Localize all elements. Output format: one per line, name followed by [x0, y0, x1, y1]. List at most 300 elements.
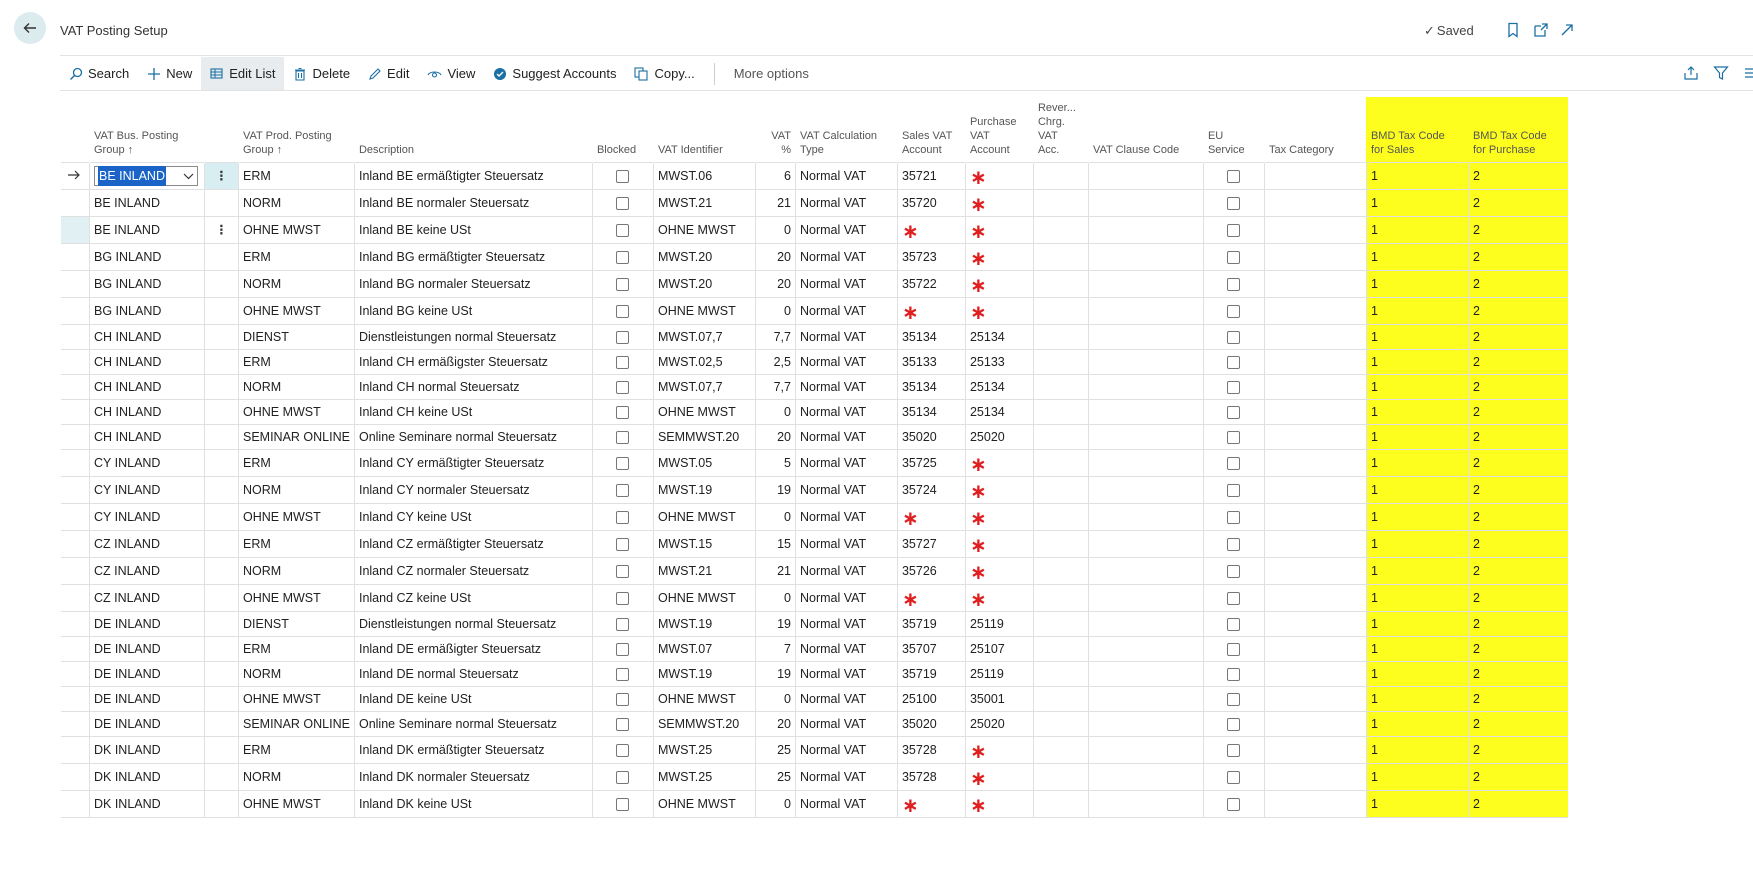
cell-prod-group[interactable]: ERM	[239, 350, 355, 375]
cell-calc-type[interactable]: Normal VAT	[795, 190, 897, 217]
cell-prod-group[interactable]: ERM	[239, 531, 355, 558]
cell-clause-code[interactable]	[1088, 764, 1203, 791]
cell-purchase-account[interactable]	[965, 298, 1033, 325]
cell-vat-identifier[interactable]: MWST.07,7	[653, 325, 755, 350]
cell-tax-category[interactable]	[1264, 163, 1366, 190]
eu-service-checkbox[interactable]	[1227, 592, 1240, 605]
cell-description[interactable]: Online Seminare normal Steuersatz	[354, 712, 592, 737]
cell-vat-percent[interactable]: 0	[755, 687, 795, 712]
cell-bmd-sales[interactable]: 1	[1366, 737, 1468, 764]
eu-service-checkbox[interactable]	[1227, 457, 1240, 470]
cell-prod-group[interactable]: OHNE MWST	[239, 687, 355, 712]
cell-clause-code[interactable]	[1088, 271, 1203, 298]
cell-vat-identifier[interactable]: MWST.07	[653, 637, 755, 662]
cell-reverse-charge[interactable]	[1033, 585, 1088, 612]
eu-service-checkbox[interactable]	[1227, 431, 1240, 444]
cell-bmd-purchase[interactable]: 2	[1468, 325, 1568, 350]
cell-description[interactable]: Inland DK keine USt	[354, 791, 592, 818]
cell-prod-group[interactable]: ERM	[239, 163, 355, 190]
cell-reverse-charge[interactable]	[1033, 400, 1088, 425]
table-row[interactable]	[61, 350, 1569, 375]
cell-bmd-purchase[interactable]: 2	[1468, 425, 1568, 450]
cell-tax-category[interactable]	[1264, 217, 1366, 244]
chevron-down-icon[interactable]	[183, 166, 194, 186]
cell-reverse-charge[interactable]	[1033, 477, 1088, 504]
cell-prod-group[interactable]: DIENST	[239, 325, 355, 350]
cell-bmd-purchase[interactable]: 2	[1468, 477, 1568, 504]
cell-bmd-purchase[interactable]: 2	[1468, 687, 1568, 712]
cell-eu-service[interactable]	[1203, 477, 1264, 504]
cell-vat-identifier[interactable]: MWST.06	[653, 163, 755, 190]
cell-bus-group[interactable]: DK INLAND	[90, 791, 205, 818]
cell-bus-group[interactable]: CZ INLAND	[90, 585, 205, 612]
cell-reverse-charge[interactable]	[1033, 737, 1088, 764]
cell-tax-category[interactable]	[1264, 585, 1366, 612]
cell-bmd-sales[interactable]: 1	[1366, 244, 1468, 271]
cell-blocked[interactable]	[592, 712, 653, 737]
cell-sales-account[interactable]: 35134	[897, 375, 965, 400]
cell-bus-group[interactable]: DE INLAND	[90, 662, 205, 687]
blocked-checkbox[interactable]	[616, 643, 629, 656]
cell-eu-service[interactable]	[1203, 558, 1264, 585]
cell-bus-group[interactable]: CY INLAND	[90, 504, 205, 531]
cell-bmd-purchase[interactable]: 2	[1468, 764, 1568, 791]
cell-calc-type[interactable]: Normal VAT	[795, 425, 897, 450]
cell-blocked[interactable]	[592, 271, 653, 298]
cell-calc-type[interactable]: Normal VAT	[795, 375, 897, 400]
cell-sales-account[interactable]: 25100	[897, 687, 965, 712]
cell-bus-group[interactable]: DE INLAND	[90, 637, 205, 662]
cell-reverse-charge[interactable]	[1033, 190, 1088, 217]
cell-bus-group[interactable]: CH INLAND	[90, 350, 205, 375]
table-row[interactable]	[61, 400, 1569, 425]
cell-blocked[interactable]	[592, 558, 653, 585]
cell-reverse-charge[interactable]	[1033, 425, 1088, 450]
cell-vat-identifier[interactable]: OHNE MWST	[653, 791, 755, 818]
eu-service-checkbox[interactable]	[1227, 170, 1240, 183]
cell-calc-type[interactable]: Normal VAT	[795, 350, 897, 375]
cell-clause-code[interactable]	[1088, 425, 1203, 450]
cell-description[interactable]: Inland DE ermäßigter Steuersatz	[354, 637, 592, 662]
cell-vat-percent[interactable]: 20	[755, 425, 795, 450]
cell-sales-account[interactable]: 35722	[897, 271, 965, 298]
eu-service-checkbox[interactable]	[1227, 565, 1240, 578]
cell-blocked[interactable]	[592, 791, 653, 818]
cell-vat-percent[interactable]: 19	[755, 662, 795, 687]
cell-vat-percent[interactable]: 7,7	[755, 375, 795, 400]
cell-purchase-account[interactable]	[965, 217, 1033, 244]
cell-description[interactable]: Inland DE normal Steuersatz	[354, 662, 592, 687]
cell-vat-percent[interactable]: 21	[755, 190, 795, 217]
cell-description[interactable]: Inland CH ermäßigster Steuersatz	[354, 350, 592, 375]
cell-clause-code[interactable]	[1088, 400, 1203, 425]
cell-sales-account[interactable]: 35724	[897, 477, 965, 504]
cell-tax-category[interactable]	[1264, 298, 1366, 325]
cell-sales-account[interactable]: 35020	[897, 712, 965, 737]
cell-clause-code[interactable]	[1088, 662, 1203, 687]
cell-eu-service[interactable]	[1203, 375, 1264, 400]
cell-vat-percent[interactable]: 20	[755, 712, 795, 737]
cell-reverse-charge[interactable]	[1033, 504, 1088, 531]
col-header-bmd-purchase[interactable]	[1468, 97, 1568, 163]
cell-calc-type[interactable]: Normal VAT	[795, 764, 897, 791]
cell-blocked[interactable]	[592, 375, 653, 400]
cell-clause-code[interactable]	[1088, 504, 1203, 531]
cell-description[interactable]: Inland CZ ermäßtigter Steuersatz	[354, 531, 592, 558]
cell-bmd-sales[interactable]: 1	[1366, 350, 1468, 375]
cell-vat-percent[interactable]: 19	[755, 477, 795, 504]
table-row[interactable]	[61, 764, 1569, 791]
cell-blocked[interactable]	[592, 477, 653, 504]
blocked-checkbox[interactable]	[616, 331, 629, 344]
cell-vat-identifier[interactable]: OHNE MWST	[653, 687, 755, 712]
cell-vat-identifier[interactable]: MWST.21	[653, 558, 755, 585]
cell-prod-group[interactable]: NORM	[239, 764, 355, 791]
eu-service-checkbox[interactable]	[1227, 693, 1240, 706]
cell-bmd-purchase[interactable]: 2	[1468, 712, 1568, 737]
cell-tax-category[interactable]	[1264, 687, 1366, 712]
cell-reverse-charge[interactable]	[1033, 687, 1088, 712]
col-header-bmd-sales[interactable]	[1366, 97, 1468, 163]
cell-reverse-charge[interactable]	[1033, 244, 1088, 271]
cell-purchase-account[interactable]: 25133	[965, 350, 1033, 375]
cell-bus-group[interactable]: BE INLAND	[90, 217, 205, 244]
blocked-checkbox[interactable]	[616, 771, 629, 784]
cell-clause-code[interactable]	[1088, 712, 1203, 737]
cell-sales-account[interactable]: 35725	[897, 450, 965, 477]
cell-sales-account[interactable]: 35020	[897, 425, 965, 450]
cell-prod-group[interactable]: NORM	[239, 271, 355, 298]
table-row[interactable]	[61, 712, 1569, 737]
cell-vat-percent[interactable]: 5	[755, 450, 795, 477]
col-header-vat-percent[interactable]	[755, 97, 795, 163]
cell-purchase-account[interactable]	[965, 163, 1033, 190]
blocked-checkbox[interactable]	[616, 798, 629, 811]
cell-purchase-account[interactable]: 25020	[965, 425, 1033, 450]
col-header-description[interactable]	[354, 97, 592, 163]
new-action[interactable]	[138, 57, 201, 90]
cell-eu-service[interactable]	[1203, 190, 1264, 217]
cell-vat-percent[interactable]: 7	[755, 637, 795, 662]
cell-eu-service[interactable]	[1203, 271, 1264, 298]
cell-bmd-sales[interactable]: 1	[1366, 450, 1468, 477]
cell-blocked[interactable]	[592, 244, 653, 271]
cell-purchase-account[interactable]	[965, 791, 1033, 818]
cell-tax-category[interactable]	[1264, 504, 1366, 531]
eu-service-checkbox[interactable]	[1227, 618, 1240, 631]
cell-calc-type[interactable]: Normal VAT	[795, 558, 897, 585]
search-action[interactable]	[60, 57, 138, 90]
cell-tax-category[interactable]	[1264, 400, 1366, 425]
cell-bmd-sales[interactable]: 1	[1366, 477, 1468, 504]
cell-bus-group[interactable]: BE INLAND	[90, 190, 205, 217]
cell-sales-account[interactable]: 35134	[897, 325, 965, 350]
more-vertical-icon[interactable]: ⋮	[215, 169, 228, 183]
table-row[interactable]	[61, 190, 1569, 217]
cell-purchase-account[interactable]: 25134	[965, 400, 1033, 425]
cell-description[interactable]: Inland CY keine USt	[354, 504, 592, 531]
col-header-calc-type[interactable]	[795, 97, 897, 163]
cell-eu-service[interactable]	[1203, 350, 1264, 375]
cell-clause-code[interactable]	[1088, 687, 1203, 712]
cell-vat-percent[interactable]: 0	[755, 585, 795, 612]
cell-purchase-account[interactable]	[965, 477, 1033, 504]
cell-purchase-account[interactable]: 25134	[965, 325, 1033, 350]
cell-tax-category[interactable]	[1264, 425, 1366, 450]
cell-eu-service[interactable]	[1203, 425, 1264, 450]
cell-prod-group[interactable]: ERM	[239, 637, 355, 662]
cell-description[interactable]: Inland BG ermäßtigter Steuersatz	[354, 244, 592, 271]
cell-eu-service[interactable]	[1203, 244, 1264, 271]
cell-reverse-charge[interactable]	[1033, 350, 1088, 375]
cell-description[interactable]: Inland DE keine USt	[354, 687, 592, 712]
cell-calc-type[interactable]: Normal VAT	[795, 400, 897, 425]
cell-bmd-sales[interactable]: 1	[1366, 375, 1468, 400]
view-action[interactable]	[418, 57, 484, 90]
eu-service-checkbox[interactable]	[1227, 511, 1240, 524]
cell-prod-group[interactable]: SEMINAR ONLINE	[239, 425, 355, 450]
cell-clause-code[interactable]	[1088, 737, 1203, 764]
cell-eu-service[interactable]	[1203, 612, 1264, 637]
cell-description[interactable]: Inland BE ermäßtigter Steuersatz	[354, 163, 592, 190]
cell-bmd-sales[interactable]: 1	[1366, 504, 1468, 531]
cell-calc-type[interactable]: Normal VAT	[795, 637, 897, 662]
table-row[interactable]	[61, 375, 1569, 400]
cell-blocked[interactable]	[592, 504, 653, 531]
cell-description[interactable]: Dienstleistungen normal Steuersatz	[354, 612, 592, 637]
eu-service-checkbox[interactable]	[1227, 224, 1240, 237]
blocked-checkbox[interactable]	[616, 356, 629, 369]
cell-eu-service[interactable]	[1203, 400, 1264, 425]
cell-tax-category[interactable]	[1264, 531, 1366, 558]
cell-reverse-charge[interactable]	[1033, 298, 1088, 325]
table-row[interactable]	[61, 558, 1569, 585]
cell-sales-account[interactable]	[897, 585, 965, 612]
cell-vat-percent[interactable]: 7,7	[755, 325, 795, 350]
list-view-icon[interactable]	[1743, 65, 1753, 81]
cell-calc-type[interactable]: Normal VAT	[795, 531, 897, 558]
cell-sales-account[interactable]: 35134	[897, 400, 965, 425]
cell-calc-type[interactable]: Normal VAT	[795, 298, 897, 325]
table-row[interactable]	[61, 271, 1569, 298]
cell-bmd-purchase[interactable]: 2	[1468, 450, 1568, 477]
cell-sales-account[interactable]: 35707	[897, 637, 965, 662]
cell-bus-group[interactable]: DE INLAND	[90, 687, 205, 712]
blocked-checkbox[interactable]	[616, 251, 629, 264]
cell-blocked[interactable]	[592, 637, 653, 662]
blocked-checkbox[interactable]	[616, 197, 629, 210]
cell-bus-group[interactable]: CY INLAND	[90, 477, 205, 504]
cell-vat-identifier[interactable]: OHNE MWST	[653, 585, 755, 612]
cell-clause-code[interactable]	[1088, 612, 1203, 637]
cell-bus-group[interactable]: DE INLAND	[90, 712, 205, 737]
cell-vat-identifier[interactable]: MWST.25	[653, 764, 755, 791]
cell-bmd-purchase[interactable]: 2	[1468, 737, 1568, 764]
table-row[interactable]	[61, 163, 1569, 190]
cell-purchase-account[interactable]	[965, 271, 1033, 298]
filter-icon[interactable]	[1713, 65, 1729, 81]
cell-bus-group[interactable]: CZ INLAND	[90, 531, 205, 558]
cell-eu-service[interactable]	[1203, 325, 1264, 350]
eu-service-checkbox[interactable]	[1227, 331, 1240, 344]
cell-bmd-purchase[interactable]: 2	[1468, 375, 1568, 400]
cell-bus-group[interactable]	[90, 163, 205, 190]
cell-vat-percent[interactable]: 19	[755, 612, 795, 637]
cell-reverse-charge[interactable]	[1033, 325, 1088, 350]
cell-vat-identifier[interactable]: MWST.05	[653, 450, 755, 477]
cell-bmd-purchase[interactable]: 2	[1468, 504, 1568, 531]
eu-service-checkbox[interactable]	[1227, 798, 1240, 811]
cell-sales-account[interactable]: 35728	[897, 764, 965, 791]
cell-bmd-sales[interactable]: 1	[1366, 637, 1468, 662]
copy-action[interactable]	[625, 57, 703, 90]
cell-clause-code[interactable]	[1088, 585, 1203, 612]
cell-vat-identifier[interactable]: MWST.15	[653, 531, 755, 558]
cell-bmd-sales[interactable]: 1	[1366, 558, 1468, 585]
cell-eu-service[interactable]	[1203, 585, 1264, 612]
blocked-checkbox[interactable]	[616, 693, 629, 706]
cell-reverse-charge[interactable]	[1033, 612, 1088, 637]
cell-vat-identifier[interactable]: MWST.19	[653, 662, 755, 687]
eu-service-checkbox[interactable]	[1227, 668, 1240, 681]
cell-bmd-purchase[interactable]: 2	[1468, 585, 1568, 612]
col-header-blocked[interactable]	[592, 97, 653, 163]
table-row[interactable]	[61, 325, 1569, 350]
cell-clause-code[interactable]	[1088, 637, 1203, 662]
cell-eu-service[interactable]	[1203, 531, 1264, 558]
cell-bmd-purchase[interactable]: 2	[1468, 791, 1568, 818]
cell-vat-percent[interactable]: 20	[755, 244, 795, 271]
blocked-checkbox[interactable]	[616, 457, 629, 470]
cell-calc-type[interactable]: Normal VAT	[795, 217, 897, 244]
cell-eu-service[interactable]	[1203, 687, 1264, 712]
cell-prod-group[interactable]: SEMINAR ONLINE	[239, 712, 355, 737]
blocked-checkbox[interactable]	[616, 170, 629, 183]
cell-purchase-account[interactable]	[965, 737, 1033, 764]
cell-prod-group[interactable]: NORM	[239, 190, 355, 217]
cell-description[interactable]: Inland CY normaler Steuersatz	[354, 477, 592, 504]
cell-blocked[interactable]	[592, 400, 653, 425]
cell-blocked[interactable]	[592, 687, 653, 712]
eu-service-checkbox[interactable]	[1227, 538, 1240, 551]
cell-blocked[interactable]	[592, 298, 653, 325]
col-header-clause-code[interactable]	[1088, 97, 1203, 163]
cell-eu-service[interactable]	[1203, 298, 1264, 325]
cell-reverse-charge[interactable]	[1033, 791, 1088, 818]
cell-tax-category[interactable]	[1264, 558, 1366, 585]
cell-prod-group[interactable]: NORM	[239, 375, 355, 400]
cell-purchase-account[interactable]	[965, 504, 1033, 531]
cell-prod-group[interactable]: NORM	[239, 662, 355, 687]
blocked-checkbox[interactable]	[616, 431, 629, 444]
cell-bmd-sales[interactable]: 1	[1366, 764, 1468, 791]
cell-bmd-purchase[interactable]: 2	[1468, 558, 1568, 585]
cell-blocked[interactable]	[592, 425, 653, 450]
cell-description[interactable]: Online Seminare normal Steuersatz	[354, 425, 592, 450]
cell-bus-group[interactable]: CZ INLAND	[90, 558, 205, 585]
cell-bus-group[interactable]: CH INLAND	[90, 375, 205, 400]
cell-tax-category[interactable]	[1264, 662, 1366, 687]
blocked-checkbox[interactable]	[616, 511, 629, 524]
cell-calc-type[interactable]: Normal VAT	[795, 325, 897, 350]
cell-vat-percent[interactable]: 6	[755, 163, 795, 190]
cell-bmd-purchase[interactable]: 2	[1468, 662, 1568, 687]
cell-prod-group[interactable]: OHNE MWST	[239, 298, 355, 325]
table-row[interactable]	[61, 477, 1569, 504]
cell-bmd-purchase[interactable]: 2	[1468, 612, 1568, 637]
cell-blocked[interactable]	[592, 662, 653, 687]
cell-sales-account[interactable]: 35728	[897, 737, 965, 764]
cell-purchase-account[interactable]	[965, 585, 1033, 612]
cell-description[interactable]: Inland BE normaler Steuersatz	[354, 190, 592, 217]
cell-prod-group[interactable]: ERM	[239, 450, 355, 477]
cell-blocked[interactable]	[592, 737, 653, 764]
cell-bmd-sales[interactable]: 1	[1366, 325, 1468, 350]
cell-eu-service[interactable]	[1203, 504, 1264, 531]
cell-vat-identifier[interactable]: OHNE MWST	[653, 504, 755, 531]
cell-blocked[interactable]	[592, 612, 653, 637]
col-header-eu-service[interactable]	[1203, 97, 1264, 163]
cell-bmd-purchase[interactable]: 2	[1468, 217, 1568, 244]
cell-tax-category[interactable]	[1264, 712, 1366, 737]
cell-purchase-account[interactable]	[965, 558, 1033, 585]
eu-service-checkbox[interactable]	[1227, 643, 1240, 656]
bus-group-lookup-input[interactable]	[94, 166, 198, 186]
cell-reverse-charge[interactable]	[1033, 764, 1088, 791]
cell-tax-category[interactable]	[1264, 271, 1366, 298]
cell-vat-percent[interactable]: 25	[755, 737, 795, 764]
blocked-checkbox[interactable]	[616, 305, 629, 318]
cell-reverse-charge[interactable]	[1033, 712, 1088, 737]
cell-bmd-purchase[interactable]: 2	[1468, 244, 1568, 271]
blocked-checkbox[interactable]	[616, 484, 629, 497]
cell-clause-code[interactable]	[1088, 298, 1203, 325]
cell-prod-group[interactable]: OHNE MWST	[239, 400, 355, 425]
cell-eu-service[interactable]	[1203, 712, 1264, 737]
cell-calc-type[interactable]: Normal VAT	[795, 612, 897, 637]
edit-list-action[interactable]	[201, 57, 284, 90]
cell-purchase-account[interactable]: 35001	[965, 687, 1033, 712]
cell-clause-code[interactable]	[1088, 190, 1203, 217]
cell-reverse-charge[interactable]	[1033, 662, 1088, 687]
cell-tax-category[interactable]	[1264, 737, 1366, 764]
blocked-checkbox[interactable]	[616, 538, 629, 551]
cell-purchase-account[interactable]	[965, 244, 1033, 271]
cell-calc-type[interactable]: Normal VAT	[795, 585, 897, 612]
cell-purchase-account[interactable]	[965, 190, 1033, 217]
cell-tax-category[interactable]	[1264, 244, 1366, 271]
cell-description[interactable]: Inland DK normaler Steuersatz	[354, 764, 592, 791]
cell-purchase-account[interactable]: 25119	[965, 662, 1033, 687]
cell-bmd-sales[interactable]: 1	[1366, 662, 1468, 687]
cell-bmd-purchase[interactable]: 2	[1468, 531, 1568, 558]
table-row[interactable]	[61, 612, 1569, 637]
cell-vat-identifier[interactable]: SEMMWST.20	[653, 712, 755, 737]
table-row[interactable]	[61, 687, 1569, 712]
cell-bmd-sales[interactable]: 1	[1366, 400, 1468, 425]
cell-prod-group[interactable]: NORM	[239, 558, 355, 585]
col-header-prod-group[interactable]	[239, 97, 355, 163]
cell-eu-service[interactable]	[1203, 217, 1264, 244]
cell-description[interactable]: Inland BE keine USt	[354, 217, 592, 244]
cell-bmd-sales[interactable]: 1	[1366, 712, 1468, 737]
cell-bus-group[interactable]: CH INLAND	[90, 425, 205, 450]
table-row[interactable]	[61, 244, 1569, 271]
edit-action[interactable]	[359, 57, 418, 90]
cell-purchase-account[interactable]	[965, 531, 1033, 558]
cell-reverse-charge[interactable]	[1033, 375, 1088, 400]
col-header-vat-identifier[interactable]	[653, 97, 755, 163]
